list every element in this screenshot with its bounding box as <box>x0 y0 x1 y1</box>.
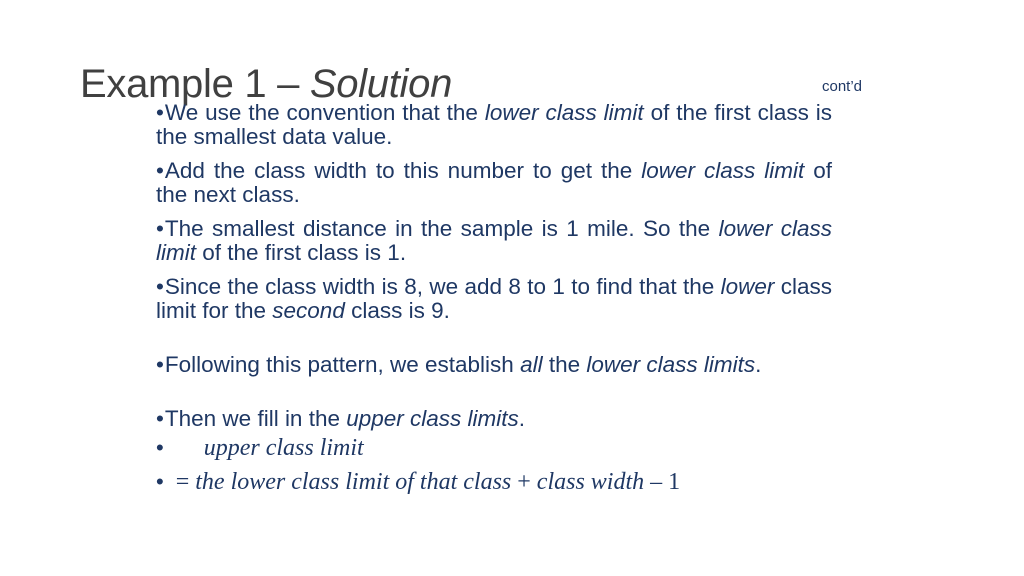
bullet-1: •We use the convention that the lower class limit of the first class is the smallest data value. <box>156 100 832 149</box>
bullet-4: •Since the class width is 8, we add 8 to 1 to find that the lower class limit for the second class is 9. <box>156 274 832 323</box>
formula-upper-class-limit: upper class limit <box>203 435 364 461</box>
bullet-2: •Add the class width to this number to get the lower class limit of the next class. <box>156 158 832 207</box>
formula-class-width-term: class width <box>536 469 645 495</box>
continued-note: cont’d <box>822 78 863 95</box>
slide-body <box>156 101 832 499</box>
formula-lower-limit-term: the lower class limit of that class <box>195 469 512 495</box>
formula-plus: + <box>511 469 537 495</box>
bullet-marker: • <box>156 100 164 125</box>
bullet-5: •Following this pattern, we establish all the lower class limits. <box>156 352 762 377</box>
bullet-marker: • <box>156 274 164 299</box>
title-main: Example 1 – <box>80 62 310 106</box>
bullet-marker: • <box>156 469 164 494</box>
bullet-marker: • <box>156 406 164 431</box>
bullet-6: •Then we fill in the upper class limits. <box>156 406 526 431</box>
bullet-marker: • <box>156 435 164 460</box>
formula-equals: = <box>175 469 196 495</box>
bullet-marker: • <box>156 216 164 241</box>
formula-line-1 <box>156 431 832 465</box>
formula-minus-one: – 1 <box>644 469 681 495</box>
title-italic: Solution <box>309 62 453 106</box>
bullet-marker: • <box>156 352 164 377</box>
bullet-marker: • <box>156 158 164 183</box>
bullet-3: •The smallest distance in the sample is 1 mile. So the lower class limit of the first class is 1. <box>156 216 833 265</box>
formula-line-2 <box>156 465 832 499</box>
